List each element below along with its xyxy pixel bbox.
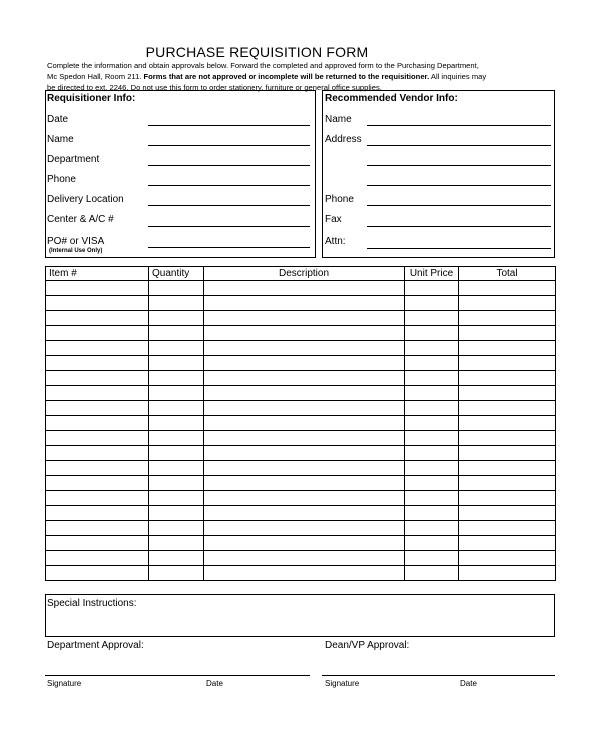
table-row: [46, 371, 556, 386]
department-approval-label: Department Approval:: [47, 640, 144, 651]
description-cell[interactable]: [204, 416, 405, 431]
unit-price-cell[interactable]: [405, 386, 459, 401]
table-row: [46, 551, 556, 566]
dean-approval-label: Dean/VP Approval:: [325, 640, 410, 651]
vendor-attn-field[interactable]: [367, 248, 551, 249]
form-title: PURCHASE REQUISITION FORM: [145, 44, 369, 60]
table-row: [46, 386, 556, 401]
special-instructions-label: Special Instructions:: [47, 598, 137, 609]
requisitioner-info-box: [45, 90, 316, 258]
total-cell[interactable]: [459, 296, 556, 311]
vendor-address-field-1[interactable]: [367, 145, 551, 146]
quantity-cell[interactable]: [149, 476, 204, 491]
description-cell[interactable]: [204, 341, 405, 356]
total-cell[interactable]: [459, 476, 556, 491]
quantity-header: Quantity: [149, 267, 204, 281]
item-number-cell[interactable]: [46, 326, 149, 341]
unit-price-cell[interactable]: [405, 476, 459, 491]
description-cell[interactable]: [204, 446, 405, 461]
total-cell[interactable]: [459, 491, 556, 506]
table-row: [46, 401, 556, 416]
quantity-cell[interactable]: [149, 416, 204, 431]
table-row: [46, 416, 556, 431]
description-cell[interactable]: [204, 551, 405, 566]
table-row: [46, 356, 556, 371]
description-cell[interactable]: [204, 311, 405, 326]
table-row: [46, 326, 556, 341]
quantity-cell[interactable]: [149, 371, 204, 386]
quantity-cell[interactable]: [149, 536, 204, 551]
quantity-cell[interactable]: [149, 446, 204, 461]
description-cell[interactable]: [204, 401, 405, 416]
unit-price-cell[interactable]: [405, 341, 459, 356]
description-cell[interactable]: [204, 356, 405, 371]
unit-price-cell[interactable]: [405, 536, 459, 551]
name-field[interactable]: [148, 145, 310, 146]
delivery-location-label: Delivery Location: [47, 194, 124, 205]
department-field[interactable]: [148, 165, 310, 166]
quantity-cell[interactable]: [149, 521, 204, 536]
table-row: [46, 566, 556, 581]
table-row: [46, 461, 556, 476]
item-number-cell[interactable]: [46, 506, 149, 521]
unit-price-header: Unit Price: [405, 267, 459, 281]
unit-price-cell[interactable]: [405, 521, 459, 536]
item-number-cell[interactable]: [46, 311, 149, 326]
vendor-fax-field[interactable]: [367, 226, 551, 227]
unit-price-cell[interactable]: [405, 506, 459, 521]
item-number-cell[interactable]: [46, 566, 149, 581]
instructions-line-1: Complete the information and obtain approvals below. Forward the completed and approved form to the Purchasing Department,: [47, 61, 479, 70]
total-cell[interactable]: [459, 311, 556, 326]
description-cell[interactable]: [204, 566, 405, 581]
phone-field[interactable]: [148, 185, 310, 186]
requisitioner-heading: Requisitioner Info:: [47, 93, 136, 104]
quantity-cell[interactable]: [149, 506, 204, 521]
unit-price-cell[interactable]: [405, 326, 459, 341]
total-cell[interactable]: [459, 551, 556, 566]
po-visa-field[interactable]: [148, 247, 310, 248]
total-cell[interactable]: [459, 506, 556, 521]
unit-price-cell[interactable]: [405, 461, 459, 476]
table-row: [46, 476, 556, 491]
total-cell[interactable]: [459, 521, 556, 536]
table-row: [46, 506, 556, 521]
total-cell[interactable]: [459, 371, 556, 386]
item-number-header: Item #: [46, 267, 149, 281]
date-label: Date: [47, 114, 69, 125]
unit-price-cell[interactable]: [405, 566, 459, 581]
description-cell[interactable]: [204, 296, 405, 311]
dean-approval-line[interactable]: [322, 675, 555, 676]
department-label: Department: [47, 154, 100, 165]
item-number-cell[interactable]: [46, 461, 149, 476]
item-number-cell[interactable]: [46, 476, 149, 491]
item-number-cell[interactable]: [46, 356, 149, 371]
description-cell[interactable]: [204, 476, 405, 491]
unit-price-cell[interactable]: [405, 281, 459, 296]
item-number-cell[interactable]: [46, 431, 149, 446]
items-body: [46, 281, 556, 581]
instructions-line-3: be directed to ext. 2246. Do not use this form to order stationery, furniture or general office supplies.: [47, 83, 382, 92]
item-number-cell[interactable]: [46, 281, 149, 296]
unit-price-cell[interactable]: [405, 551, 459, 566]
total-cell[interactable]: [459, 281, 556, 296]
item-number-cell[interactable]: [46, 401, 149, 416]
total-cell[interactable]: [459, 461, 556, 476]
quantity-cell[interactable]: [149, 566, 204, 581]
description-header: Description: [204, 267, 405, 281]
quantity-cell[interactable]: [149, 281, 204, 296]
total-cell[interactable]: [459, 401, 556, 416]
center-ac-label: Center & A/C #: [47, 214, 114, 225]
description-cell[interactable]: [204, 371, 405, 386]
description-cell[interactable]: [204, 506, 405, 521]
unit-price-cell[interactable]: [405, 311, 459, 326]
description-cell[interactable]: [204, 521, 405, 536]
table-row: [46, 296, 556, 311]
dean-signature-label: Signature: [325, 679, 360, 688]
vendor-address-field-2[interactable]: [367, 165, 551, 166]
total-cell[interactable]: [459, 386, 556, 401]
description-cell[interactable]: [204, 536, 405, 551]
quantity-cell[interactable]: [149, 461, 204, 476]
unit-price-cell[interactable]: [405, 356, 459, 371]
item-number-cell[interactable]: [46, 296, 149, 311]
vendor-address-field-3[interactable]: [367, 185, 551, 186]
table-row: [46, 446, 556, 461]
total-cell[interactable]: [459, 416, 556, 431]
center-ac-field[interactable]: [148, 226, 310, 227]
internal-use-note: (Internal Use Only): [49, 248, 103, 254]
table-row: [46, 281, 556, 296]
vendor-fax-label: Fax: [325, 214, 342, 225]
total-cell[interactable]: [459, 431, 556, 446]
return-warning: Forms that are not approved or incomplete will be returned to the requisitioner.: [143, 72, 430, 81]
total-cell[interactable]: [459, 326, 556, 341]
department-signature-label: Signature: [47, 679, 82, 688]
unit-price-cell[interactable]: [405, 371, 459, 386]
vendor-info-box: [322, 90, 555, 258]
table-row: [46, 536, 556, 551]
quantity-cell[interactable]: [149, 326, 204, 341]
item-number-cell[interactable]: [46, 386, 149, 401]
item-number-cell[interactable]: [46, 341, 149, 356]
table-row: [46, 491, 556, 506]
name-label: Name: [47, 134, 74, 145]
quantity-cell[interactable]: [149, 551, 204, 566]
quantity-cell[interactable]: [149, 386, 204, 401]
total-cell[interactable]: [459, 341, 556, 356]
department-date-label: Date: [206, 679, 223, 688]
item-number-cell[interactable]: [46, 416, 149, 431]
table-row: [46, 311, 556, 326]
unit-price-cell[interactable]: [405, 431, 459, 446]
vendor-address-label: Address: [325, 134, 362, 145]
table-row: [46, 431, 556, 446]
item-number-cell[interactable]: [46, 446, 149, 461]
description-cell[interactable]: [204, 461, 405, 476]
quantity-cell[interactable]: [149, 431, 204, 446]
table-row: [46, 521, 556, 536]
instructions-line-2: Mc Spedon Hall, Room 211. Forms that are not approved or incomplete will be returned to the requisitioner. All inquiries may: [47, 72, 487, 81]
form-instructions: [47, 60, 557, 93]
vendor-name-label: Name: [325, 114, 352, 125]
total-cell[interactable]: [459, 446, 556, 461]
unit-price-cell[interactable]: [405, 491, 459, 506]
quantity-cell[interactable]: [149, 311, 204, 326]
total-cell[interactable]: [459, 536, 556, 551]
unit-price-cell[interactable]: [405, 416, 459, 431]
table-row: [46, 341, 556, 356]
date-field[interactable]: [148, 125, 310, 126]
unit-price-cell[interactable]: [405, 446, 459, 461]
vendor-phone-field[interactable]: [367, 205, 551, 206]
unit-price-cell[interactable]: [405, 296, 459, 311]
po-visa-label: PO# or VISA: [47, 236, 105, 247]
dean-date-label: Date: [460, 679, 477, 688]
vendor-name-field[interactable]: [367, 125, 551, 126]
item-number-cell[interactable]: [46, 371, 149, 386]
total-header: Total: [459, 267, 556, 281]
description-cell[interactable]: [204, 386, 405, 401]
item-number-cell[interactable]: [46, 536, 149, 551]
quantity-cell[interactable]: [149, 341, 204, 356]
quantity-cell[interactable]: [149, 401, 204, 416]
item-number-cell[interactable]: [46, 491, 149, 506]
vendor-phone-label: Phone: [325, 194, 354, 205]
item-number-cell[interactable]: [46, 551, 149, 566]
quantity-cell[interactable]: [149, 356, 204, 371]
total-cell[interactable]: [459, 356, 556, 371]
description-cell[interactable]: [204, 281, 405, 296]
department-approval-line[interactable]: [45, 675, 310, 676]
items-header-row: [46, 267, 556, 281]
quantity-cell[interactable]: [149, 491, 204, 506]
phone-label: Phone: [47, 174, 76, 185]
items-table: [45, 266, 556, 581]
description-cell[interactable]: [204, 431, 405, 446]
total-cell[interactable]: [459, 566, 556, 581]
delivery-location-field[interactable]: [148, 205, 310, 206]
item-number-cell[interactable]: [46, 521, 149, 536]
description-cell[interactable]: [204, 326, 405, 341]
description-cell[interactable]: [204, 491, 405, 506]
unit-price-cell[interactable]: [405, 401, 459, 416]
vendor-heading: Recommended Vendor Info:: [325, 93, 458, 104]
quantity-cell[interactable]: [149, 296, 204, 311]
vendor-attn-label: Attn:: [325, 236, 346, 247]
